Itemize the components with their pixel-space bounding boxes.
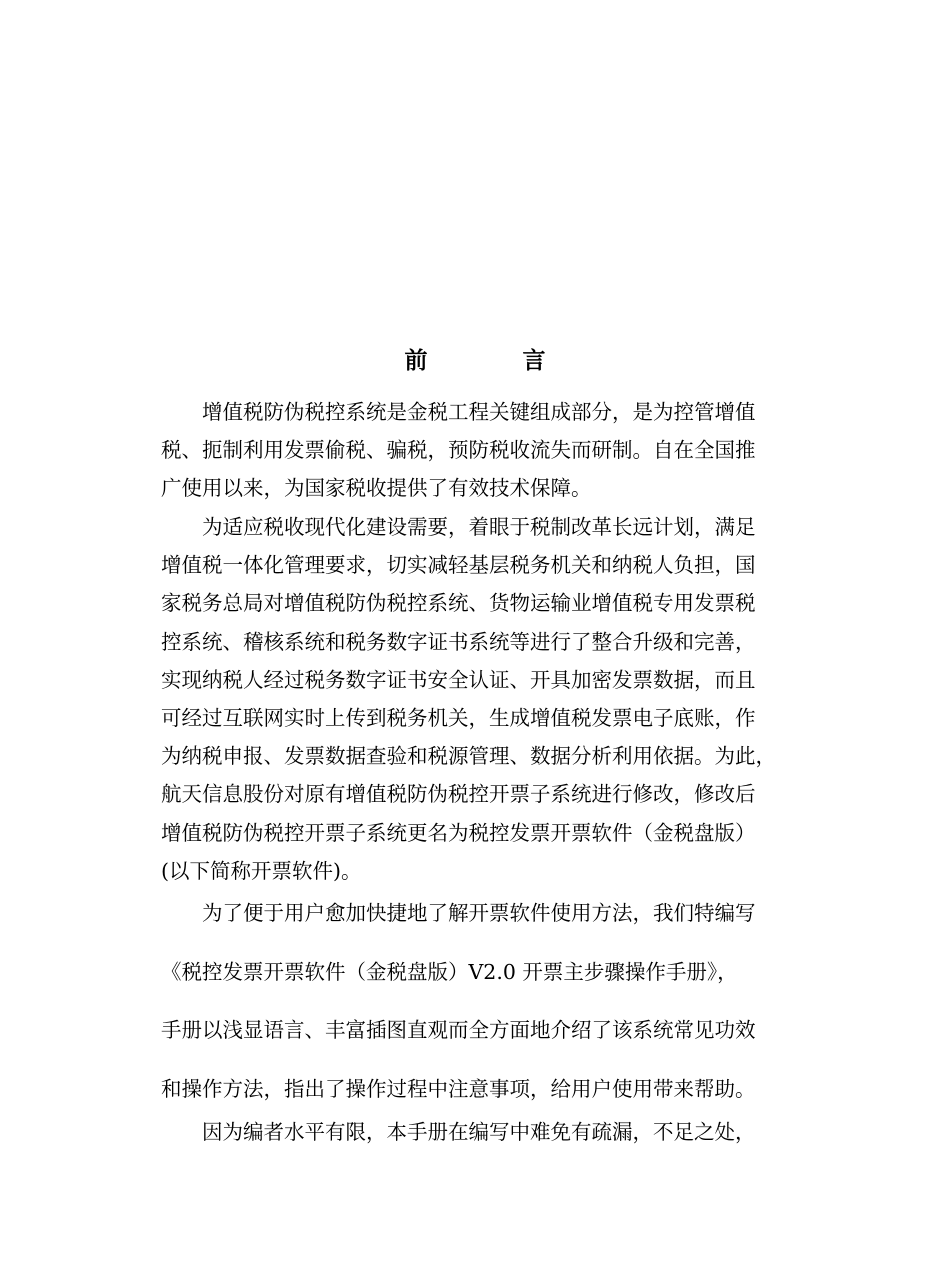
paragraph-2 — [161, 508, 856, 890]
text-line: 增值税防伪税控开票子系统更名为税控发票开票软件（金税盘版） — [161, 820, 756, 845]
text-line: 航天信息股份对原有增值税防伪税控开票子系统进行修改，修改后 — [161, 782, 756, 807]
text-line: 因为编者水平有限，本手册在编写中难免有疏漏，不足之处， — [202, 1120, 756, 1144]
text-line: 《税控发票开票软件（金税盘版）V2.0 开票主步骤操作手册》， — [161, 959, 738, 984]
paragraph-1 — [161, 393, 856, 508]
text-line: 广使用以来，为国家税收提供了有效技术保障。 — [161, 476, 592, 501]
paragraph-4 — [161, 1113, 856, 1151]
text-line: 为适应税收现代化建设需要，着眼于税制改革长远计划，满足 — [202, 515, 756, 539]
text-line: (以下简称开票软件)。 — [161, 858, 362, 883]
paragraph-3 — [161, 884, 856, 1118]
page-title: 前 言 — [404, 347, 582, 374]
text-line: 手册以浅显语言、丰富插图直观而全方面地介绍了该系统常见功效 — [161, 1018, 756, 1042]
text-line: 和操作方法，指出了操作过程中注意事项，给用户使用带来帮助。 — [161, 1076, 756, 1101]
text-line: 实现纳税人经过税务数字证书安全认证、开具加密发票数据，而且 — [161, 667, 756, 692]
text-line: 为了便于用户愈加快捷地了解开票软件使用方法，我们特编写 — [202, 901, 756, 925]
text-line: 税、扼制利用发票偷税、骗税，预防税收流失而研制。自在全国推 — [161, 438, 756, 463]
text-line: 增值税一体化管理要求，切实减轻基层税务机关和纳税人负担，国 — [161, 553, 756, 578]
text-line: 增值税防伪税控系统是金税工程关键组成部分，是为控管增值 — [202, 400, 756, 424]
text-line: 家税务总局对增值税防伪税控系统、货物运输业增值税专用发票税 — [161, 591, 756, 616]
text-line: 为纳税申报、发票数据查验和税源管理、数据分析利用依据。为此， — [161, 744, 776, 769]
text-line: 控系统、稽核系统和税务数字证书系统等进行了整合升级和完善， — [161, 629, 756, 654]
text-line: 可经过互联网实时上传到税务机关，生成增值税发票电子底账，作 — [161, 705, 756, 730]
